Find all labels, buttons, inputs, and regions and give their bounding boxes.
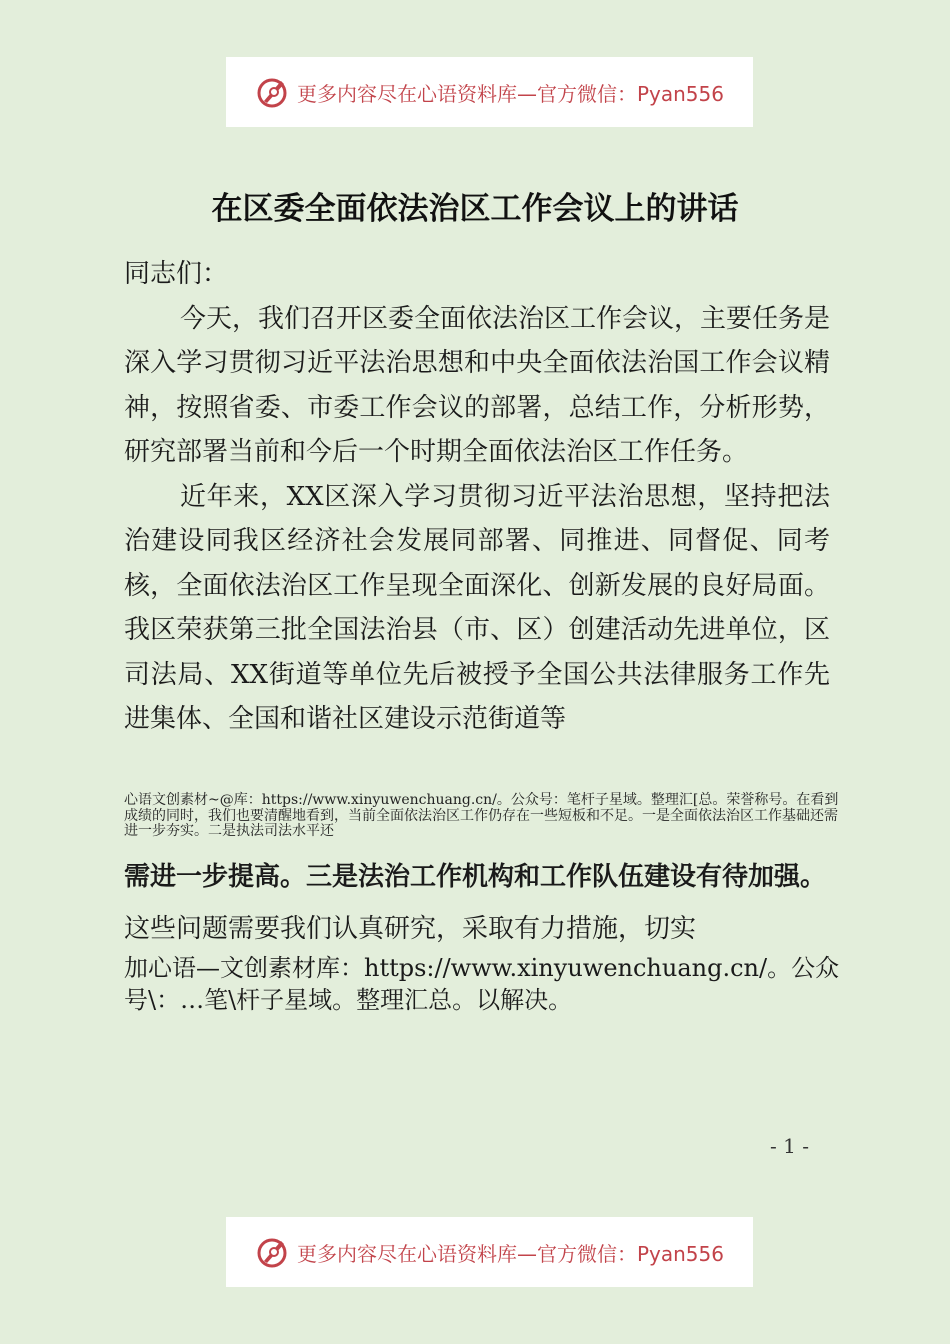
- paragraph-continuation: 这些问题需要我们认真研究，采取有力措施，切实: [124, 914, 697, 944]
- header-banner: [226, 57, 753, 127]
- bold-paragraph: [124, 851, 830, 955]
- footer-banner: [226, 1217, 753, 1287]
- page-number: - 1 -: [770, 1134, 809, 1158]
- banner-text: 更多内容尽在心语资料库—官方微信：Pyan556: [296, 81, 724, 106]
- page-title: 在区委全面依法治区工作会议上的讲话: [211, 191, 739, 227]
- tail-text: 加心语—文创素材库：https://www.xinyuwenchuang.cn/。公众号\：…笔\杆子星域。整理汇总。以解决。: [124, 954, 840, 1014]
- pen-logo-icon: [255, 75, 289, 109]
- paragraph-2: 近年来，XX区深入学习贯彻习近平法治思想，坚持把法治建设同我区经济社会发展同部署、同推进、同督促、同考核，全面依法治区工作呈现全面深化、创新发展的良好局面。我区荣获第三批全国法治县（市、区）创建活动先进单位，区司法局、XX街道等单位先后被授予全国公共法律服务工作先进集体、全国和谐社区建设示范街道等: [124, 481, 830, 734]
- banner-text: 更多内容尽在心语资料库—官方微信：Pyan556: [296, 1241, 724, 1266]
- paragraph-1: 今天，我们召开区委全面依法治区工作会议，主要任务是深入学习贯彻习近平法治思想和中央全面依法治国工作会议精神，按照省委、市委工作会议的部署，总结工作，分析形势，研究部署当前和今后一个时期全面依法治区工作任务。: [124, 303, 831, 467]
- pen-logo-icon: [255, 1235, 289, 1269]
- watermark-small-text: 心语文创素材~@库：https://www.xinyuwenchuang.cn/。公众号：笔杆子星域。整理汇[总。荣誉称号。在看到成绩的同时，我们也要清醒地看到，当前全面依法治区工作仍存在一些短板和不足。一是全面依法治区工作基础还需进一步夯实。二是执法司法水平还: [124, 792, 839, 839]
- article-body: [124, 252, 830, 742]
- greeting: 同志们：: [124, 259, 229, 289]
- bold-highlight: 需进一步提高。三是法治工作机构和工作队伍建设有待加强。: [124, 862, 827, 892]
